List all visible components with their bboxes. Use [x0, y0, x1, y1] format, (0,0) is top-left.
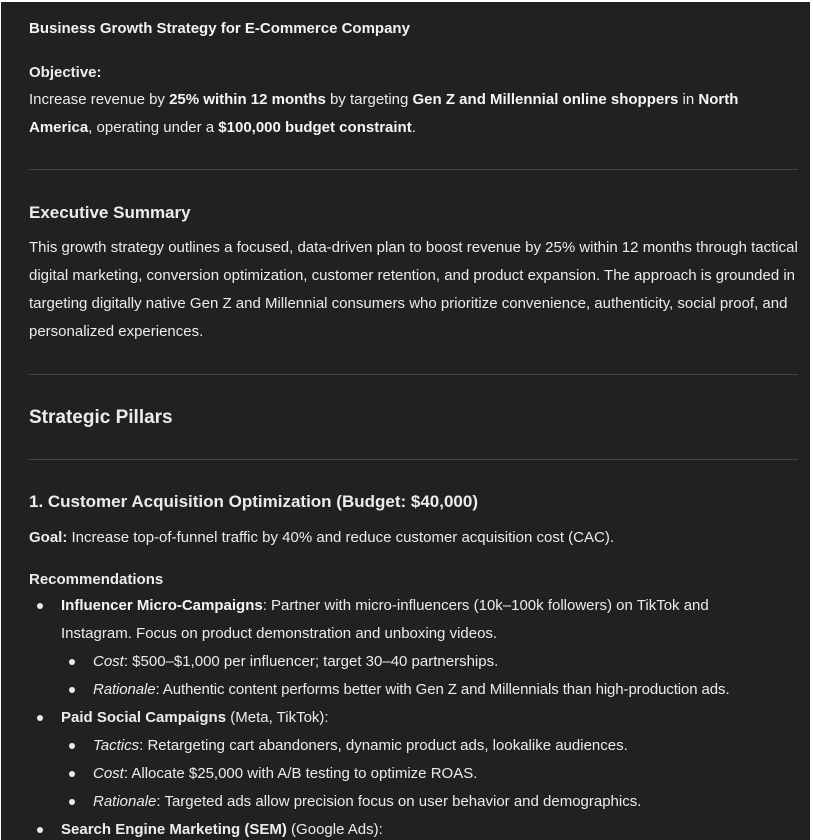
list-item-paid-social-tactics: Tactics: Retargeting cart abandoners, dynamic product ads, lookalike audiences.: [93, 737, 628, 754]
bullet-dot: [69, 687, 75, 693]
bullet-dot: [37, 603, 43, 609]
list-item-influencer: Influencer Micro-Campaigns: Partner with micro-influencers (10k–100k followers) on TikTok and Instagram. Focus on product demonstration and unboxing videos.: [61, 597, 709, 642]
divider: [29, 374, 798, 375]
objective-label: Objective:: [29, 64, 102, 81]
divider: [29, 169, 798, 170]
recommendations-label: Recommendations: [29, 571, 164, 588]
objective-text: Increase revenue by 25% within 12 months by targeting Gen Z and Millennial online shoppers in North America, operating under a $100,000 budget constraint.: [29, 91, 739, 136]
list-item-paid-social-rationale: Rationale: Targeted ads allow precision focus on user behavior and demographics.: [93, 793, 642, 810]
executive-summary-body: This growth strategy outlines a focused, data-driven plan to boost revenue by 25% within 12 months through tactical digital marketing, conversion optimization, customer retention, and product expansion. The approach is grounded in targeting digitally native Gen Z and Millennial consumers who prioritize convenience, authenticity, social proof, and personalized experiences.: [29, 239, 798, 340]
list-item-paid-social-cost: Cost: Allocate $25,000 with A/B testing to optimize ROAS.: [93, 765, 478, 782]
section1-heading: 1. Customer Acquisition Optimization (Budget: $40,000): [29, 492, 478, 511]
bullet-dot: [69, 771, 75, 777]
goal-line: Goal: Increase top-of-funnel traffic by 40% and reduce customer acquisition cost (CAC).: [29, 529, 614, 546]
list-item-paid-social: Paid Social Campaigns (Meta, TikTok):: [61, 709, 329, 726]
bullet-dot: [37, 715, 43, 721]
list-item-influencer-cost: Cost: $500–$1,000 per influencer; target 30–40 partnerships.: [93, 653, 499, 670]
strategic-pillars-heading: Strategic Pillars: [29, 407, 173, 428]
bullet-dot: [69, 743, 75, 749]
divider: [29, 459, 798, 460]
executive-summary-heading: Executive Summary: [29, 203, 191, 222]
response-panel: [1, 2, 810, 840]
list-item-influencer-rationale: Rationale: Authentic content performs better with Gen Z and Millennials than high-production ads.: [93, 681, 730, 698]
document-title: Business Growth Strategy for E-Commerce Company: [29, 20, 410, 37]
bullet-dot: [69, 659, 75, 665]
bullet-dot: [69, 799, 75, 805]
list-item-sem: Search Engine Marketing (SEM) (Google Ads):: [61, 821, 383, 838]
bullet-dot: [37, 827, 43, 833]
